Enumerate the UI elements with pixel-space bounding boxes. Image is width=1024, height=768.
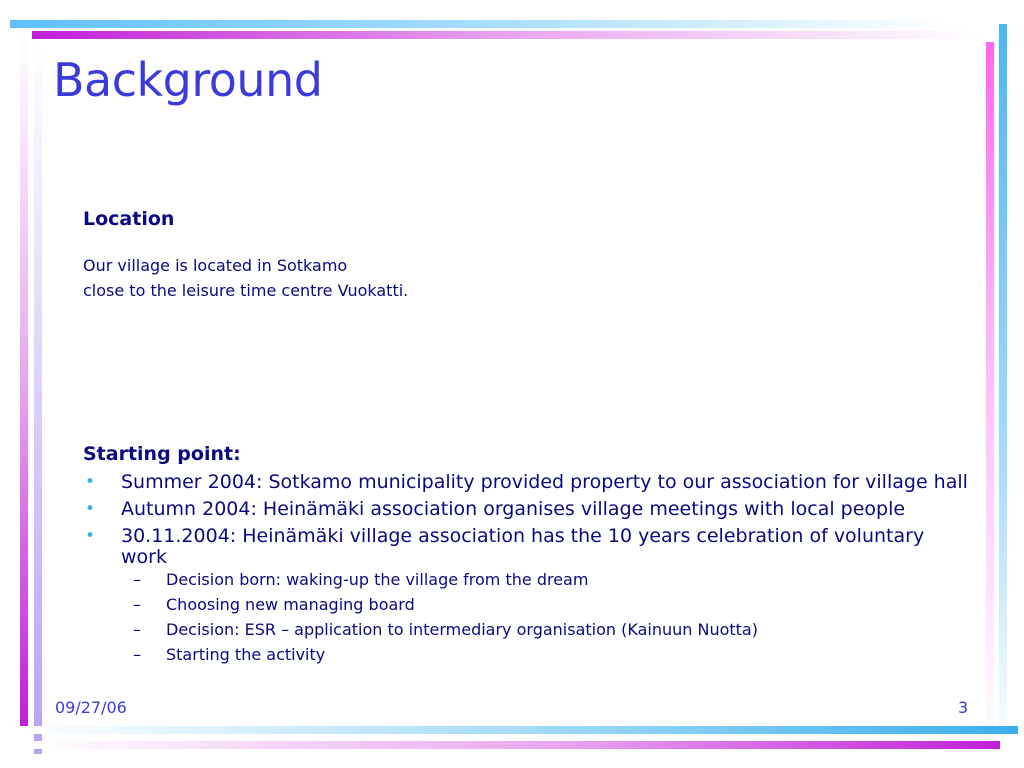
bullet-text: 30.11.2004: Heinämäki village association has the 10 years celebration of voluntary work [121, 525, 925, 568]
sub-list-item [121, 570, 973, 590]
location-line-1: Our village is located in Sotkamo [83, 256, 348, 275]
dash-icon: – [133, 645, 141, 664]
sub-list [121, 570, 973, 665]
decorative-bar-top-cyan [10, 20, 950, 28]
sub-bullet-text: Choosing new managing board [166, 595, 415, 614]
location-heading: Location [83, 208, 175, 230]
decorative-bar-bottom-magenta [34, 741, 1000, 749]
sub-bullet-text: Decision: ESR – application to intermediary organisation (Kainuun Nuotta) [166, 620, 758, 639]
list-item [83, 472, 973, 493]
list-item [83, 526, 973, 665]
sub-list-item [121, 620, 973, 640]
dash-icon: – [133, 620, 141, 639]
list-item [83, 499, 973, 520]
decorative-bar-left-lavender [34, 42, 42, 754]
dash-icon: – [133, 570, 141, 589]
decorative-bar-right-cyan [999, 24, 1007, 752]
sub-bullet-text: Starting the activity [166, 645, 326, 664]
decorative-bar-right-magenta [986, 42, 994, 747]
dash-icon: – [133, 595, 141, 614]
decorative-bar-top-magenta [32, 31, 982, 39]
location-line-2: close to the leisure time centre Vuokatti. [83, 281, 409, 300]
footer-date: 09/27/06 [55, 698, 127, 717]
page-number: 3 [958, 698, 969, 717]
slide-title: Background [53, 53, 323, 107]
decorative-bar-left-magenta [20, 32, 28, 726]
bullet-text: Autumn 2004: Heinämäki association organises village meetings with local people [121, 498, 906, 520]
bullet-text: Summer 2004: Sotkamo municipality provided property to our association for village hall [121, 471, 968, 493]
starting-point-list [83, 472, 973, 671]
sub-list-item [121, 595, 973, 615]
bullet-icon: • [85, 499, 96, 519]
decorative-bar-bottom-cyan [20, 726, 1018, 734]
starting-point-heading: Starting point: [83, 443, 241, 465]
bullet-icon: • [85, 472, 96, 492]
bullet-icon: • [85, 526, 96, 546]
sub-bullet-text: Decision born: waking-up the village from the dream [166, 570, 589, 589]
sub-list-item [121, 645, 973, 665]
